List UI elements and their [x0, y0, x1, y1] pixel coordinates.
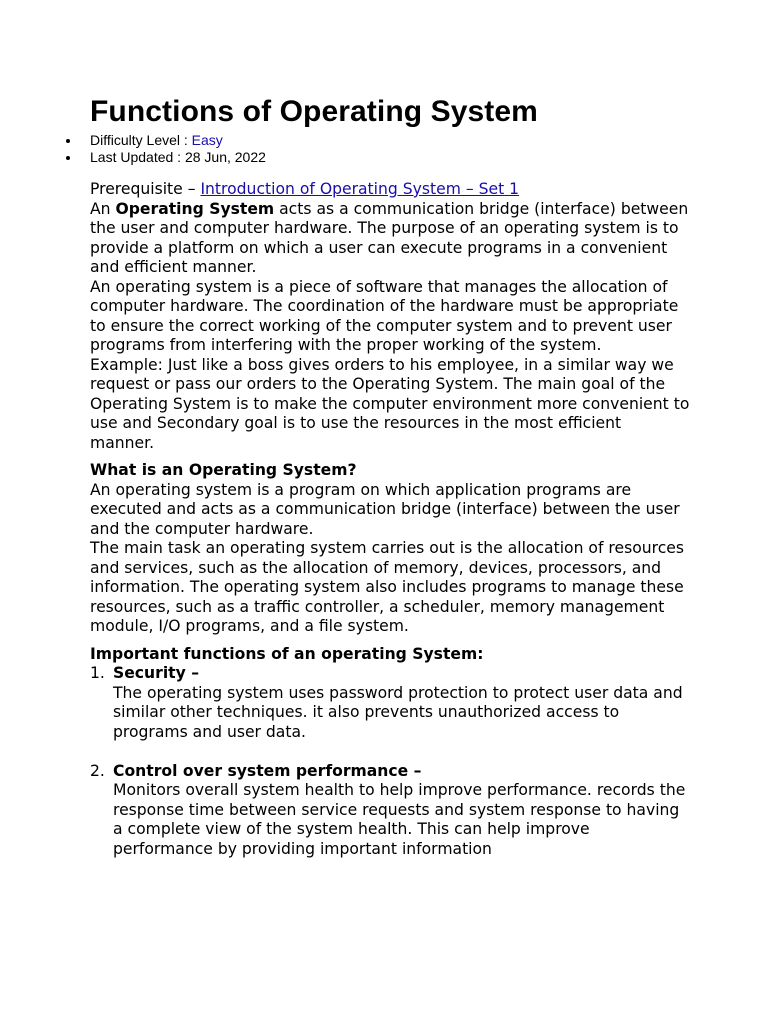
list-item-number: 1. — [90, 664, 105, 682]
updated-label: Last Updated : — [90, 149, 185, 165]
intro-p1-bold: Operating System — [115, 199, 275, 218]
intro-p1-rest: acts as a communication bridge (interface) between the user and computer hardware. The purpose of an operating system is to provide a platform on which a user can execute programs in a convenient and efficient manner. — [90, 199, 689, 276]
list-item-title: Security – — [113, 664, 200, 682]
list-item-security — [90, 664, 690, 762]
list-item-performance — [90, 762, 690, 860]
article-body — [90, 180, 690, 859]
last-updated — [90, 149, 690, 166]
prerequisite-label: Prerequisite – — [90, 180, 201, 198]
difficulty-level — [90, 132, 690, 149]
list-item-title: Control over system performance – — [113, 761, 422, 780]
functions-list — [90, 664, 690, 859]
intro-paragraph-3: Example: Just like a boss gives orders to his employee, in a similar way we request or pass our orders to the Operating System. The main goal of the Operating System is to make the computer environment more convenient to use and Secondary goal is to use the resources in the most efficient manner. — [90, 355, 690, 452]
section-heading-functions: Important functions of an operating System: — [90, 644, 484, 663]
prerequisite — [90, 180, 690, 200]
article — [90, 94, 690, 859]
difficulty-value-link[interactable]: Easy — [191, 132, 223, 148]
intro-p1-start: An — [90, 199, 116, 218]
list-item-number: 2. — [90, 761, 105, 780]
intro-paragraph-1 — [90, 200, 690, 278]
prerequisite-link[interactable]: Introduction of Operating System – Set 1 — [200, 180, 520, 198]
section1-paragraph-2: The main task an operating system carries out is the allocation of resources and services, such as the allocation of memory, devices, processors, and information. The operating system also includes programs to manage these resources, such as a traffic controller, a scheduler, memory management module, I/O programs, and a file system. — [90, 539, 684, 635]
list-item-text: Monitors overall system health to help improve performance. records the response time between service requests and system response to having a complete view of the system health. This can help improve performance by providing important information — [113, 781, 686, 858]
list-item-text: The operating system uses password protection to protect user data and similar other techniques. it also prevents unauthorized access to programs and user data. — [113, 683, 683, 741]
section1-paragraph-1: An operating system is a program on which application programs are executed and acts as a communication bridge (interface) between the user and the computer hardware. — [90, 480, 680, 538]
difficulty-label: Difficulty Level : — [90, 132, 192, 148]
updated-value: 28 Jun, 2022 — [184, 149, 266, 165]
article-meta — [90, 132, 690, 166]
section-heading-what-is-os: What is an Operating System? — [90, 461, 357, 479]
intro-paragraph-2: An operating system is a piece of software that manages the allocation of computer hardware. The coordination of the hardware must be appropriate to ensure the correct working of the computer system and to prevent user programs from interfering with the proper working of the system. — [90, 277, 679, 354]
page-title: Functions of Operating System — [90, 95, 538, 128]
list-item-spacer — [113, 742, 690, 762]
